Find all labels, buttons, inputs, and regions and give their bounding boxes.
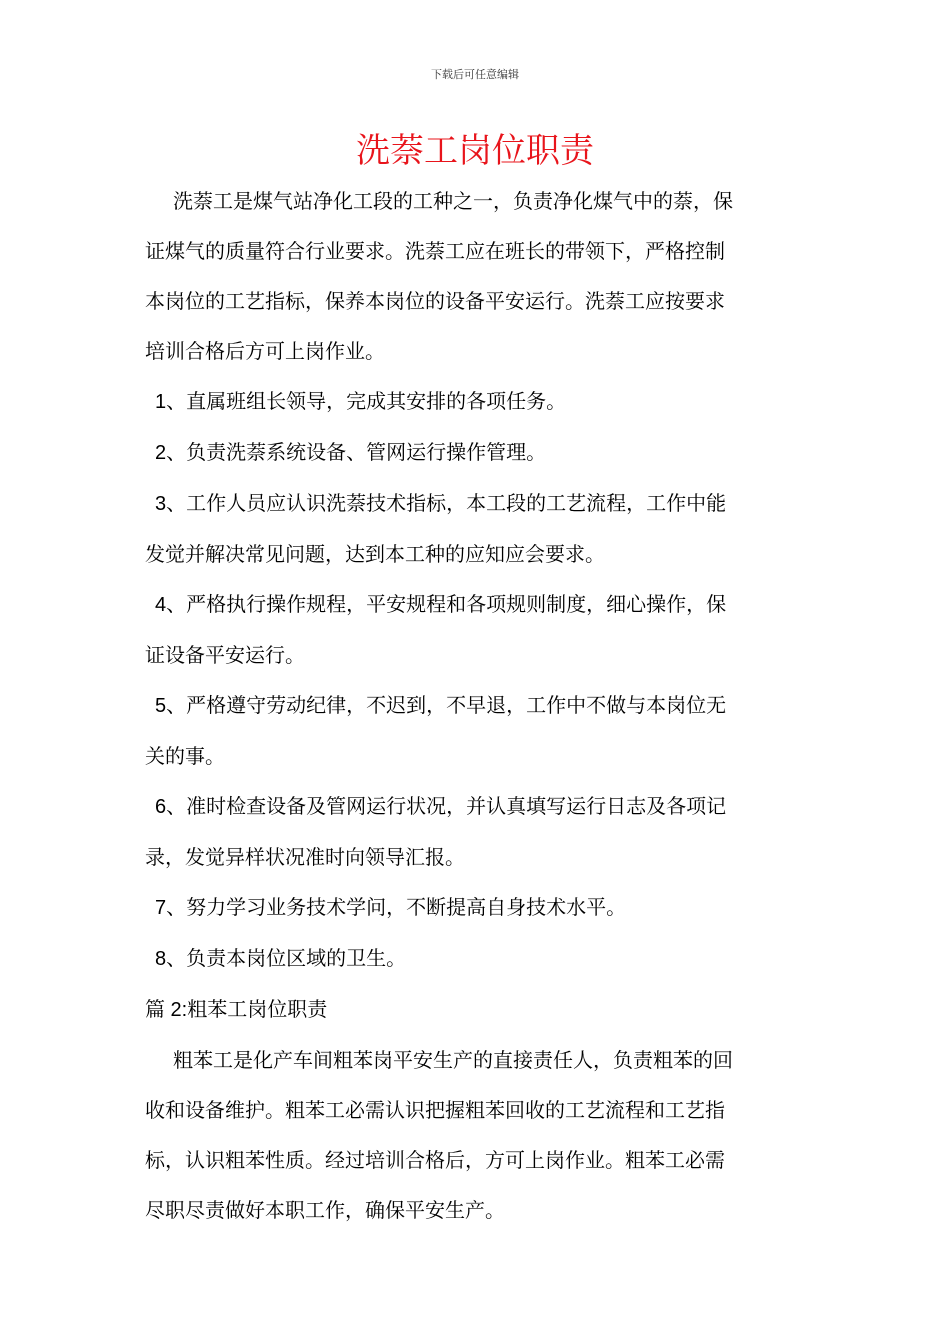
list-item-continuation: 证设备平安运行。 [145,643,305,667]
list-item-continuation: 发觉并解决常见问题，达到本工种的应知应会要求。 [145,542,605,566]
intro-line: 本岗位的工艺指标，保养本岗位的设备平安运行。洗萘工应按要求 [145,289,725,313]
list-item [145,579,805,630]
list-item [145,427,805,478]
item-text: 工作人员应认识洗萘技术指标，本工段的工艺流程，工作中能 [186,491,727,515]
intro-line: 证煤气的质量符合行业要求。洗萘工应在班长的带领下，严格控制 [145,239,725,263]
section-heading [145,984,805,1035]
item-number: 1、 [155,391,187,413]
document-body [145,176,805,1235]
list-item [145,781,805,832]
item-number: 8、 [155,948,187,970]
item-text: 直属班组长领导，完成其安排的各项任务。 [186,389,567,413]
list-item-continuation: 录，发觉异样状况准时向领导汇报。 [145,845,465,869]
document-title: 洗萘工岗位职责 [356,131,594,171]
section-title: 粗苯工岗位职责 [187,997,328,1021]
list-item [145,376,805,427]
section-line: 收和设备维护。粗苯工必需认识把握粗苯回收的工艺流程和工艺指 [145,1098,725,1122]
intro-line: 培训合格后方可上岗作业。 [145,339,385,363]
section-line: 标，认识粗苯性质。经过培训合格后，方可上岗作业。粗苯工必需 [145,1148,725,1172]
item-text: 努力学习业务技术学问，不断提高自身技术水平。 [186,895,627,919]
item-number: 6、 [155,796,187,818]
list-item [145,478,805,529]
list-item [145,882,805,933]
item-number: 5、 [155,695,187,717]
list-item [145,680,805,731]
item-number: 7、 [155,897,187,919]
list-item-continuation: 关的事。 [145,744,225,768]
section-prefix: 篇 2: [145,999,188,1021]
list-item [145,933,805,984]
intro-line: 洗萘工是煤气站净化工段的工种之一，负责净化煤气中的萘，保 [173,189,733,213]
item-number: 3、 [155,493,187,515]
item-text: 严格执行操作规程，平安规程和各项规则制度，细心操作，保 [186,592,727,616]
header-note: 下载后可任意编辑 [431,68,519,81]
section-line: 粗苯工是化产车间粗苯岗平安生产的直接责任人，负责粗苯的回 [173,1048,733,1072]
item-text: 严格遵守劳动纪律，不迟到，不早退，工作中不做与本岗位无 [186,693,727,717]
item-text: 负责洗萘系统设备、管网运行操作管理。 [186,440,547,464]
section-line: 尽职尽责做好本职工作，确保平安生产。 [145,1198,505,1222]
item-text: 准时检查设备及管网运行状况，并认真填写运行日志及各项记 [186,794,727,818]
item-number: 2、 [155,442,187,464]
item-text: 负责本岗位区域的卫生。 [186,946,407,970]
item-number: 4、 [155,594,187,616]
